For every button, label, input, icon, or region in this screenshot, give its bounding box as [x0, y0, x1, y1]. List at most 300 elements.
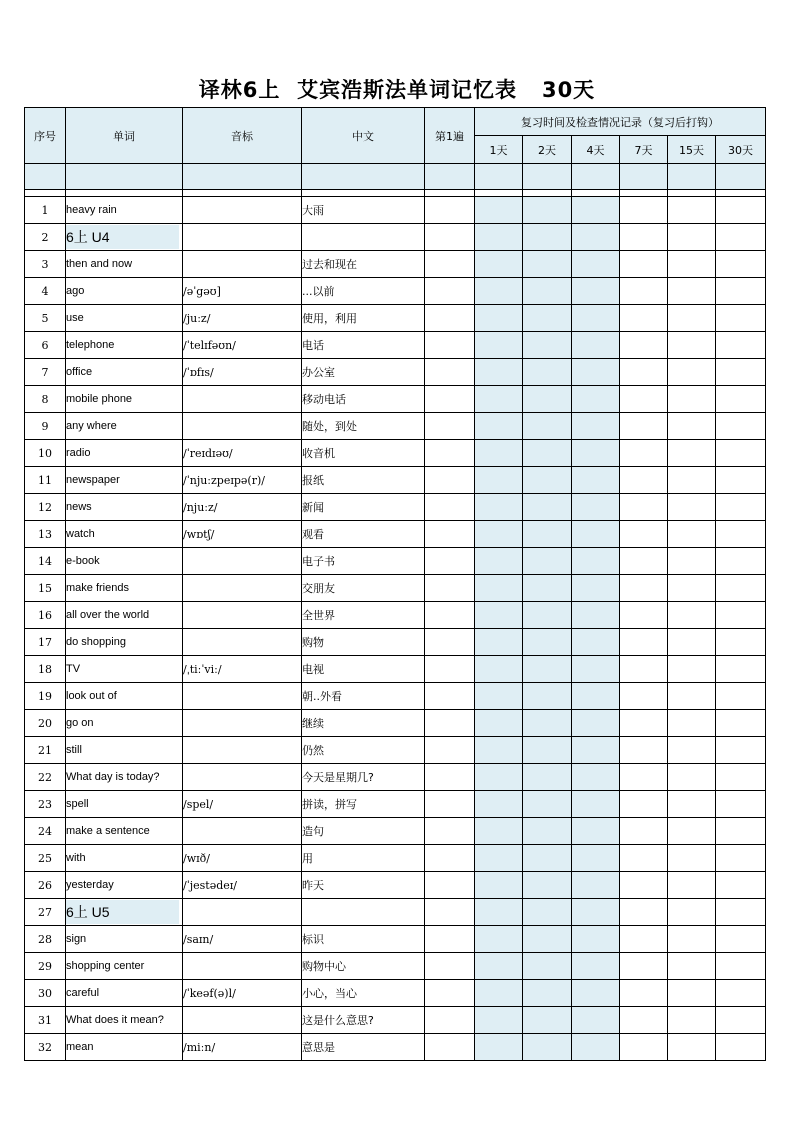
review-day-checkbox[interactable]: [475, 494, 523, 521]
first-pass-checkbox[interactable]: [425, 251, 475, 278]
review-day-checkbox[interactable]: [668, 494, 716, 521]
chinese-cell: 收音机: [302, 440, 425, 467]
review-day-checkbox[interactable]: [668, 224, 716, 251]
first-pass-checkbox[interactable]: [425, 386, 475, 413]
review-day-checkbox[interactable]: [523, 629, 572, 656]
review-day-checkbox[interactable]: [668, 980, 716, 1007]
review-day-checkbox[interactable]: [716, 197, 766, 224]
first-pass-checkbox[interactable]: [425, 764, 475, 791]
review-day-checkbox[interactable]: [572, 764, 620, 791]
chinese-cell: 报纸: [302, 467, 425, 494]
review-day-checkbox[interactable]: [475, 926, 523, 953]
row-number: 21: [25, 737, 66, 764]
review-day-checkbox[interactable]: [668, 602, 716, 629]
review-day-checkbox[interactable]: [716, 872, 766, 899]
review-day-checkbox[interactable]: [572, 467, 620, 494]
review-day-checkbox[interactable]: [523, 332, 572, 359]
word-cell: shopping center: [66, 953, 183, 980]
review-day-checkbox[interactable]: [523, 305, 572, 332]
review-day-checkbox[interactable]: [475, 413, 523, 440]
review-day-checkbox[interactable]: [523, 656, 572, 683]
review-day-checkbox[interactable]: [572, 953, 620, 980]
review-day-checkbox[interactable]: [523, 980, 572, 1007]
first-pass-checkbox[interactable]: [425, 1007, 475, 1034]
table-row: [25, 683, 766, 710]
review-day-checkbox[interactable]: [572, 548, 620, 575]
review-day-checkbox[interactable]: [668, 818, 716, 845]
review-day-checkbox[interactable]: [523, 440, 572, 467]
review-day-checkbox[interactable]: [716, 710, 766, 737]
table-row: [25, 791, 766, 818]
review-day-checkbox[interactable]: [475, 521, 523, 548]
review-day-checkbox[interactable]: [475, 1007, 523, 1034]
review-day-checkbox[interactable]: [523, 602, 572, 629]
review-day-checkbox[interactable]: [668, 305, 716, 332]
first-pass-checkbox[interactable]: [425, 494, 475, 521]
phonetic-cell: /wɪð/: [183, 845, 302, 872]
row-number: 24: [25, 818, 66, 845]
review-day-checkbox[interactable]: [523, 494, 572, 521]
review-day-checkbox[interactable]: [523, 548, 572, 575]
review-day-checkbox[interactable]: [668, 413, 716, 440]
review-day-checkbox[interactable]: [572, 683, 620, 710]
review-day-checkbox[interactable]: [716, 926, 766, 953]
review-day-checkbox[interactable]: [620, 1034, 668, 1061]
review-day-checkbox[interactable]: [620, 548, 668, 575]
review-day-checkbox[interactable]: [572, 629, 620, 656]
first-pass-checkbox[interactable]: [425, 413, 475, 440]
review-day-checkbox[interactable]: [716, 467, 766, 494]
review-day-checkbox[interactable]: [523, 1034, 572, 1061]
review-day-checkbox[interactable]: [523, 737, 572, 764]
review-day-checkbox[interactable]: [716, 332, 766, 359]
first-pass-checkbox[interactable]: [425, 926, 475, 953]
review-day-checkbox[interactable]: [523, 575, 572, 602]
review-day-checkbox[interactable]: [620, 629, 668, 656]
review-day-checkbox[interactable]: [620, 467, 668, 494]
review-day-checkbox[interactable]: [475, 737, 523, 764]
row-number: 23: [25, 791, 66, 818]
review-day-checkbox[interactable]: [475, 602, 523, 629]
review-day-checkbox[interactable]: [668, 521, 716, 548]
review-day-checkbox[interactable]: [716, 521, 766, 548]
first-pass-checkbox[interactable]: [425, 467, 475, 494]
review-day-checkbox[interactable]: [620, 440, 668, 467]
review-day-checkbox[interactable]: [716, 602, 766, 629]
chinese-cell: 购物: [302, 629, 425, 656]
review-day-checkbox[interactable]: [475, 980, 523, 1007]
row-number: 1: [25, 197, 66, 224]
table-row: [25, 359, 766, 386]
row-number: 13: [25, 521, 66, 548]
phonetic-cell: /spel/: [183, 791, 302, 818]
table-row: [25, 602, 766, 629]
review-day-checkbox[interactable]: [716, 1007, 766, 1034]
word-cell: watch: [66, 521, 183, 548]
review-day-checkbox[interactable]: [620, 818, 668, 845]
phonetic-cell: [183, 224, 302, 251]
review-day-checkbox[interactable]: [572, 656, 620, 683]
review-day-checkbox[interactable]: [523, 224, 572, 251]
review-day-checkbox[interactable]: [668, 953, 716, 980]
review-day-checkbox[interactable]: [572, 494, 620, 521]
review-day-checkbox[interactable]: [572, 305, 620, 332]
first-pass-checkbox[interactable]: [425, 197, 475, 224]
review-day-checkbox[interactable]: [620, 926, 668, 953]
review-day-checkbox[interactable]: [716, 251, 766, 278]
review-day-checkbox[interactable]: [620, 278, 668, 305]
word-cell: What day is today?: [66, 764, 183, 791]
review-day-checkbox[interactable]: [668, 332, 716, 359]
review-day-checkbox[interactable]: [620, 305, 668, 332]
review-day-checkbox[interactable]: [475, 872, 523, 899]
phonetic-cell: /miːn/: [183, 1034, 302, 1061]
review-day-checkbox[interactable]: [668, 359, 716, 386]
word-cell: mobile phone: [66, 386, 183, 413]
table-row: [25, 629, 766, 656]
phonetic-cell: /ˈtelɪfəʊn/: [183, 332, 302, 359]
first-pass-checkbox[interactable]: [425, 602, 475, 629]
review-day-checkbox[interactable]: [572, 1007, 620, 1034]
header-review-title: 复习时间及检查情况记录（复习后打钩）: [475, 108, 766, 136]
chinese-cell: 朝..外看: [302, 683, 425, 710]
review-day-checkbox[interactable]: [572, 521, 620, 548]
review-day-checkbox[interactable]: [475, 656, 523, 683]
first-pass-checkbox[interactable]: [425, 710, 475, 737]
review-day-checkbox[interactable]: [716, 980, 766, 1007]
review-day-checkbox[interactable]: [475, 332, 523, 359]
first-pass-checkbox[interactable]: [425, 278, 475, 305]
phonetic-cell: /wɒtʃ/: [183, 521, 302, 548]
review-day-checkbox[interactable]: [572, 791, 620, 818]
first-pass-checkbox[interactable]: [425, 305, 475, 332]
review-day-checkbox[interactable]: [523, 818, 572, 845]
review-day-checkbox[interactable]: [572, 980, 620, 1007]
review-day-checkbox[interactable]: [620, 386, 668, 413]
review-day-checkbox[interactable]: [620, 683, 668, 710]
chinese-cell: 办公室: [302, 359, 425, 386]
chinese-cell: [302, 899, 425, 926]
review-day-checkbox[interactable]: [475, 899, 523, 926]
review-day-checkbox[interactable]: [620, 521, 668, 548]
first-pass-checkbox[interactable]: [425, 737, 475, 764]
review-day-checkbox[interactable]: [523, 872, 572, 899]
review-day-checkbox[interactable]: [572, 926, 620, 953]
row-number: 20: [25, 710, 66, 737]
review-day-checkbox[interactable]: [716, 413, 766, 440]
review-day-checkbox[interactable]: [668, 1007, 716, 1034]
review-day-checkbox[interactable]: [668, 1034, 716, 1061]
header-day: 15天: [668, 136, 716, 164]
review-day-checkbox[interactable]: [620, 602, 668, 629]
review-day-checkbox[interactable]: [668, 764, 716, 791]
table-row: [25, 1034, 766, 1061]
review-day-checkbox[interactable]: [572, 278, 620, 305]
review-day-checkbox[interactable]: [475, 278, 523, 305]
review-day-checkbox[interactable]: [475, 818, 523, 845]
review-day-checkbox[interactable]: [523, 386, 572, 413]
review-day-checkbox[interactable]: [475, 683, 523, 710]
phonetic-cell: /njuːz/: [183, 494, 302, 521]
review-day-checkbox[interactable]: [620, 224, 668, 251]
first-pass-checkbox[interactable]: [425, 872, 475, 899]
review-day-checkbox[interactable]: [620, 251, 668, 278]
row-number: 3: [25, 251, 66, 278]
review-day-checkbox[interactable]: [572, 224, 620, 251]
review-day-checkbox[interactable]: [475, 251, 523, 278]
review-day-checkbox[interactable]: [716, 953, 766, 980]
review-day-checkbox[interactable]: [668, 440, 716, 467]
first-pass-checkbox[interactable]: [425, 548, 475, 575]
header-phonetic: 音标: [183, 108, 302, 164]
chinese-cell: 电视: [302, 656, 425, 683]
review-day-checkbox[interactable]: [475, 1034, 523, 1061]
review-day-checkbox[interactable]: [620, 737, 668, 764]
review-day-checkbox[interactable]: [620, 332, 668, 359]
chinese-cell: 大雨: [302, 197, 425, 224]
review-day-checkbox[interactable]: [620, 791, 668, 818]
phonetic-cell: [183, 413, 302, 440]
review-day-checkbox[interactable]: [716, 656, 766, 683]
review-day-checkbox[interactable]: [475, 224, 523, 251]
chinese-cell: 意思是: [302, 1034, 425, 1061]
row-number: 10: [25, 440, 66, 467]
review-day-checkbox[interactable]: [668, 845, 716, 872]
row-number: 6: [25, 332, 66, 359]
review-day-checkbox[interactable]: [523, 710, 572, 737]
first-pass-checkbox[interactable]: [425, 575, 475, 602]
row-number: 19: [25, 683, 66, 710]
chinese-cell: 今天是星期几?: [302, 764, 425, 791]
first-pass-checkbox[interactable]: [425, 818, 475, 845]
first-pass-checkbox[interactable]: [425, 440, 475, 467]
phonetic-cell: [183, 575, 302, 602]
chinese-cell: 标识: [302, 926, 425, 953]
review-day-checkbox[interactable]: [668, 251, 716, 278]
review-day-checkbox[interactable]: [620, 980, 668, 1007]
review-day-checkbox[interactable]: [716, 629, 766, 656]
review-day-checkbox[interactable]: [523, 1007, 572, 1034]
review-day-checkbox[interactable]: [475, 953, 523, 980]
review-day-checkbox[interactable]: [475, 764, 523, 791]
review-day-checkbox[interactable]: [668, 548, 716, 575]
review-day-checkbox[interactable]: [620, 953, 668, 980]
review-day-checkbox[interactable]: [620, 575, 668, 602]
review-day-checkbox[interactable]: [572, 251, 620, 278]
review-day-checkbox[interactable]: [475, 845, 523, 872]
review-day-checkbox[interactable]: [523, 359, 572, 386]
review-day-checkbox[interactable]: [572, 197, 620, 224]
review-day-checkbox[interactable]: [523, 413, 572, 440]
review-day-checkbox[interactable]: [572, 737, 620, 764]
review-day-checkbox[interactable]: [716, 791, 766, 818]
review-day-checkbox[interactable]: [523, 197, 572, 224]
review-day-checkbox[interactable]: [475, 440, 523, 467]
review-day-checkbox[interactable]: [572, 1034, 620, 1061]
review-day-checkbox[interactable]: [716, 737, 766, 764]
review-day-checkbox[interactable]: [620, 845, 668, 872]
first-pass-checkbox[interactable]: [425, 332, 475, 359]
first-pass-checkbox[interactable]: [425, 656, 475, 683]
review-day-checkbox[interactable]: [620, 359, 668, 386]
review-day-checkbox[interactable]: [475, 467, 523, 494]
first-pass-checkbox[interactable]: [425, 791, 475, 818]
review-day-checkbox[interactable]: [523, 899, 572, 926]
review-day-checkbox[interactable]: [620, 1007, 668, 1034]
review-day-checkbox[interactable]: [620, 656, 668, 683]
review-day-checkbox[interactable]: [523, 521, 572, 548]
review-day-checkbox[interactable]: [668, 629, 716, 656]
review-day-checkbox[interactable]: [668, 683, 716, 710]
review-day-checkbox[interactable]: [668, 656, 716, 683]
review-day-checkbox[interactable]: [475, 629, 523, 656]
row-number: 7: [25, 359, 66, 386]
review-day-checkbox[interactable]: [523, 926, 572, 953]
review-day-checkbox[interactable]: [572, 413, 620, 440]
header-blank: [716, 164, 766, 190]
review-day-checkbox[interactable]: [716, 575, 766, 602]
first-pass-checkbox[interactable]: [425, 1034, 475, 1061]
review-day-checkbox[interactable]: [716, 1034, 766, 1061]
review-day-checkbox[interactable]: [668, 872, 716, 899]
review-day-checkbox[interactable]: [523, 251, 572, 278]
review-day-checkbox[interactable]: [668, 791, 716, 818]
review-day-checkbox[interactable]: [475, 386, 523, 413]
phonetic-cell: [183, 953, 302, 980]
word-cell: use: [66, 305, 183, 332]
first-pass-checkbox[interactable]: [425, 224, 475, 251]
phonetic-cell: /ˈjestədeɪ/: [183, 872, 302, 899]
review-day-checkbox[interactable]: [716, 899, 766, 926]
review-day-checkbox[interactable]: [716, 845, 766, 872]
review-day-checkbox[interactable]: [523, 953, 572, 980]
review-day-checkbox[interactable]: [668, 926, 716, 953]
table-row: [25, 197, 766, 224]
review-day-checkbox[interactable]: [716, 305, 766, 332]
review-day-checkbox[interactable]: [620, 413, 668, 440]
review-day-checkbox[interactable]: [572, 899, 620, 926]
table-row: [25, 413, 766, 440]
review-day-checkbox[interactable]: [475, 359, 523, 386]
first-pass-checkbox[interactable]: [425, 521, 475, 548]
review-day-checkbox[interactable]: [475, 575, 523, 602]
review-day-checkbox[interactable]: [668, 197, 716, 224]
first-pass-checkbox[interactable]: [425, 629, 475, 656]
review-day-checkbox[interactable]: [475, 305, 523, 332]
review-day-checkbox[interactable]: [716, 386, 766, 413]
table-row: [25, 845, 766, 872]
first-pass-checkbox[interactable]: [425, 359, 475, 386]
row-number: 11: [25, 467, 66, 494]
review-day-checkbox[interactable]: [668, 710, 716, 737]
first-pass-checkbox[interactable]: [425, 899, 475, 926]
review-day-checkbox[interactable]: [668, 737, 716, 764]
review-day-checkbox[interactable]: [523, 791, 572, 818]
review-day-checkbox[interactable]: [668, 899, 716, 926]
phonetic-cell: [183, 764, 302, 791]
word-cell: then and now: [66, 251, 183, 278]
review-day-checkbox[interactable]: [668, 467, 716, 494]
first-pass-checkbox[interactable]: [425, 683, 475, 710]
review-day-checkbox[interactable]: [475, 710, 523, 737]
review-day-checkbox[interactable]: [523, 683, 572, 710]
phonetic-cell: [183, 818, 302, 845]
review-day-checkbox[interactable]: [716, 494, 766, 521]
review-day-checkbox[interactable]: [620, 197, 668, 224]
review-day-checkbox[interactable]: [475, 197, 523, 224]
review-day-checkbox[interactable]: [572, 332, 620, 359]
review-day-checkbox[interactable]: [620, 899, 668, 926]
word-cell: still: [66, 737, 183, 764]
phonetic-cell: /ˈkeəf(ə)l/: [183, 980, 302, 1007]
review-day-checkbox[interactable]: [572, 602, 620, 629]
review-day-checkbox[interactable]: [620, 710, 668, 737]
review-day-checkbox[interactable]: [668, 278, 716, 305]
review-day-checkbox[interactable]: [475, 791, 523, 818]
chinese-cell: 观看: [302, 521, 425, 548]
chinese-cell: 全世界: [302, 602, 425, 629]
header-blank: [523, 164, 572, 190]
chinese-cell: 移动电话: [302, 386, 425, 413]
review-day-checkbox[interactable]: [572, 818, 620, 845]
word-cell: all over the world: [66, 602, 183, 629]
review-day-checkbox[interactable]: [716, 359, 766, 386]
review-day-checkbox[interactable]: [523, 278, 572, 305]
review-day-checkbox[interactable]: [572, 575, 620, 602]
page-title: 译林6上 艾宾浩斯法单词记忆表 30天: [198, 78, 596, 102]
first-pass-checkbox[interactable]: [425, 953, 475, 980]
review-day-checkbox[interactable]: [620, 764, 668, 791]
review-day-checkbox[interactable]: [716, 764, 766, 791]
review-day-checkbox[interactable]: [716, 440, 766, 467]
review-day-checkbox[interactable]: [716, 224, 766, 251]
review-day-checkbox[interactable]: [716, 683, 766, 710]
review-day-checkbox[interactable]: [523, 764, 572, 791]
chinese-cell: 电话: [302, 332, 425, 359]
review-day-checkbox[interactable]: [716, 548, 766, 575]
review-day-checkbox[interactable]: [523, 467, 572, 494]
first-pass-checkbox[interactable]: [425, 845, 475, 872]
header-blank: [572, 164, 620, 190]
row-number: 25: [25, 845, 66, 872]
table-row: [25, 818, 766, 845]
review-day-checkbox[interactable]: [572, 386, 620, 413]
review-day-checkbox[interactable]: [572, 359, 620, 386]
review-day-checkbox[interactable]: [475, 548, 523, 575]
unit-label: 6上 U4: [66, 225, 179, 249]
word-cell: any where: [66, 413, 183, 440]
review-day-checkbox[interactable]: [572, 872, 620, 899]
review-day-checkbox[interactable]: [620, 872, 668, 899]
review-day-checkbox[interactable]: [716, 818, 766, 845]
word-cell: ago: [66, 278, 183, 305]
word-cell: radio: [66, 440, 183, 467]
review-day-checkbox[interactable]: [668, 386, 716, 413]
review-day-checkbox[interactable]: [572, 845, 620, 872]
phonetic-cell: [183, 197, 302, 224]
review-day-checkbox[interactable]: [523, 845, 572, 872]
table-row: [25, 494, 766, 521]
review-day-checkbox[interactable]: [668, 575, 716, 602]
review-day-checkbox[interactable]: [716, 278, 766, 305]
row-number: 27: [25, 899, 66, 926]
review-day-checkbox[interactable]: [572, 440, 620, 467]
first-pass-checkbox[interactable]: [425, 980, 475, 1007]
header-first-pass: 第1遍: [425, 108, 475, 164]
table-row: [25, 872, 766, 899]
review-day-checkbox[interactable]: [620, 494, 668, 521]
review-day-checkbox[interactable]: [572, 710, 620, 737]
